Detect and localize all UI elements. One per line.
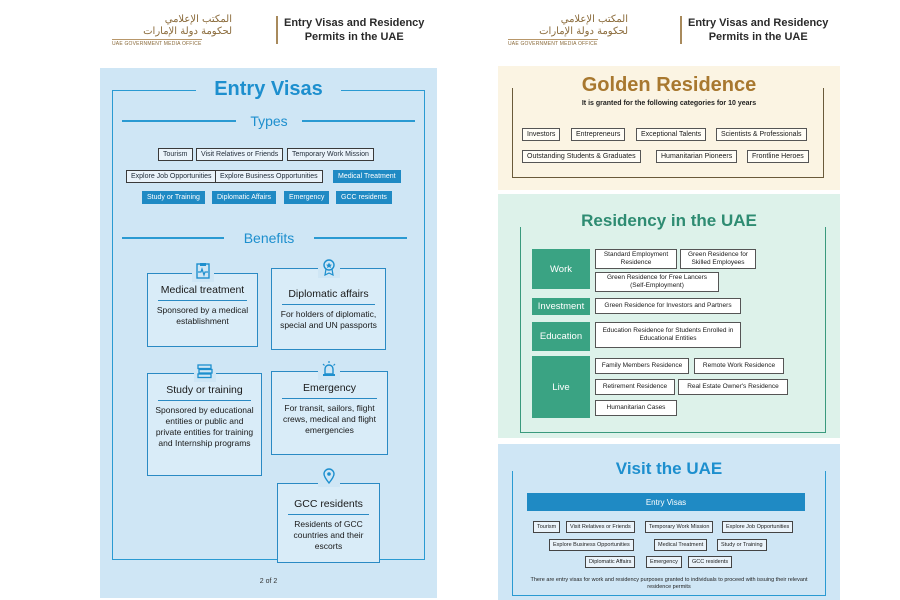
- benefit-title: Emergency: [302, 382, 357, 394]
- logo-english: UAE GOVERNMENT MEDIA OFFICE: [508, 40, 598, 47]
- golden-residence-title: Golden Residence: [581, 74, 757, 96]
- header-title: [276, 16, 424, 44]
- benefit-divider: [158, 300, 247, 301]
- golden-category-humanitarian: Humanitarian Pioneers: [656, 150, 737, 163]
- visit-uae-section: [498, 444, 840, 600]
- residency-category-live: Live: [532, 356, 590, 418]
- visa-type-emergency: Emergency: [284, 191, 329, 204]
- header-title-line2: Permits in the UAE: [708, 31, 808, 43]
- visit-type-tourism: Tourism: [533, 521, 560, 533]
- media-office-logo: [112, 14, 232, 47]
- right-header: [508, 8, 828, 52]
- benefit-divider: [288, 514, 369, 515]
- golden-category-scientists: Scientists & Professionals: [716, 128, 807, 141]
- benefits-heading: Benefits: [224, 230, 314, 246]
- visa-type-visit-relatives: Visit Relatives or Friends: [196, 148, 283, 161]
- residency-category-investment: Investment: [532, 298, 590, 315]
- benefit-card-gcc: [277, 483, 380, 563]
- visit-type-diplomatic-affairs: Diplomatic Affairs: [585, 556, 635, 568]
- residency-category-work: Work: [532, 249, 590, 289]
- residency-item-remote-work: Remote Work Residence: [694, 358, 784, 374]
- visa-type-medical-treatment: Medical Treatment: [333, 170, 401, 183]
- visit-type-gcc-residents: GCC residents: [688, 556, 732, 568]
- books-icon: [194, 360, 216, 382]
- residency-item-humanitarian: Humanitarian Cases: [595, 400, 677, 416]
- logo-arabic-line1: المكتب الإعلامي: [164, 13, 232, 25]
- logo-arabic-line2: لحكومة دولة الإمارات: [539, 25, 628, 37]
- residency-item-green-skilled: Green Residence for Skilled Employees: [680, 249, 756, 269]
- residency-item-family-members: Family Members Residence: [595, 358, 689, 374]
- logo-divider: [508, 39, 598, 40]
- benefit-card-medical: [147, 273, 258, 347]
- visit-type-emergency: Emergency: [646, 556, 682, 568]
- logo-arabic-line1: المكتب الإعلامي: [560, 13, 628, 25]
- residency-title: Residency in the UAE: [581, 211, 757, 230]
- header-title-line1: Entry Visas and Residency: [284, 17, 425, 29]
- visa-type-gcc-residents: GCC residents: [336, 191, 392, 204]
- residency-item-retirement: Retirement Residence: [595, 379, 675, 395]
- visa-type-temporary-work: Temporary Work Mission: [287, 148, 374, 161]
- logo-arabic-line2: لحكومة دولة الإمارات: [143, 25, 232, 37]
- residency-category-education: Education: [532, 322, 590, 351]
- visa-type-diplomatic-affairs: Diplomatic Affairs: [212, 191, 276, 204]
- benefit-card-study: [147, 373, 262, 476]
- golden-category-investors: Investors: [522, 128, 560, 141]
- logo-divider: [112, 39, 202, 40]
- visit-type-explore-jobs: Explore Job Opportunities: [722, 521, 793, 533]
- benefit-body: Sponsored by a medical establishment: [156, 305, 249, 326]
- benefit-title: Diplomatic affairs: [288, 288, 369, 300]
- header-title-line2: Permits in the UAE: [304, 31, 404, 43]
- benefit-title: Study or training: [166, 384, 243, 396]
- entry-visas-page: [100, 68, 437, 598]
- header-title-line1: Entry Visas and Residency: [688, 17, 829, 29]
- visit-type-study-training: Study or Training: [717, 539, 767, 551]
- golden-residence-section: [498, 66, 840, 190]
- visa-type-study-training: Study or Training: [142, 191, 205, 204]
- benefit-body: Residents of GCC countries and their escorts: [293, 519, 364, 551]
- header-title-right: [680, 16, 828, 44]
- benefit-body: For transit, sailors, flight crews, medical and flight emergencies: [282, 403, 377, 435]
- left-header: [112, 8, 424, 52]
- golden-category-exceptional-talents: Exceptional Talents: [636, 128, 706, 141]
- media-office-logo-right: [508, 14, 628, 47]
- visa-type-explore-business: Explore Business Opportunities: [215, 170, 323, 183]
- page-number: 2 of 2: [259, 578, 278, 585]
- benefit-divider: [158, 400, 251, 401]
- visit-note: There are entry visas for work and residency purposes granted to individuals to proceed with issuing their relevant residence permits: [530, 577, 808, 590]
- benefit-body: For holders of diplomatic, special and UN passports: [280, 309, 377, 330]
- visit-uae-title: Visit the UAE: [615, 459, 723, 478]
- benefit-card-diplomatic: [271, 268, 386, 350]
- medal-icon: [318, 256, 340, 278]
- residency-item-standard-employment: Standard Employment Residence: [595, 249, 677, 269]
- golden-category-students: Outstanding Students & Graduates: [522, 150, 641, 163]
- benefit-title: GCC residents: [294, 498, 363, 510]
- residency-item-real-estate: Real Estate Owner's Residence: [678, 379, 788, 395]
- residency-section: [498, 194, 840, 438]
- golden-category-entrepreneurs: Entrepreneurs: [571, 128, 625, 141]
- benefit-body: Sponsored by educational entities or public and private entities for training and Internship programs: [155, 405, 254, 448]
- location-pin-icon: [318, 465, 340, 487]
- visit-type-medical-treatment: Medical Treatment: [654, 539, 707, 551]
- golden-category-frontline: Frontline Heroes: [747, 150, 809, 163]
- visit-type-explore-business: Explore Business Opportunities: [549, 539, 634, 551]
- benefit-title: Medical treatment: [160, 284, 245, 296]
- visit-type-temporary-work: Temporary Work Mission: [645, 521, 713, 533]
- types-heading: Types: [236, 113, 302, 129]
- entry-visas-bar: Entry Visas: [527, 493, 805, 511]
- visa-type-tourism: Tourism: [158, 148, 193, 161]
- benefit-divider: [282, 304, 375, 305]
- medical-clipboard-icon: [192, 260, 214, 282]
- siren-icon: [318, 358, 340, 380]
- benefit-divider: [282, 398, 377, 399]
- residency-item-education-students: Education Residence for Students Enrolled in Educational Entities: [595, 322, 741, 348]
- benefit-card-emergency: [271, 371, 388, 455]
- visa-type-explore-jobs: Explore Job Opportunities: [126, 170, 217, 183]
- visit-type-visit-relatives: Visit Relatives or Friends: [566, 521, 635, 533]
- logo-english: UAE GOVERNMENT MEDIA OFFICE: [112, 40, 202, 47]
- residency-item-green-investors: Green Residence for Investors and Partners: [595, 298, 741, 314]
- golden-residence-subtitle: It is granted for the following categories for 10 years: [581, 100, 757, 107]
- residency-item-green-freelancers: Green Residence for Free Lancers (Self-Employment): [595, 272, 719, 292]
- entry-visas-title: Entry Visas: [196, 78, 341, 101]
